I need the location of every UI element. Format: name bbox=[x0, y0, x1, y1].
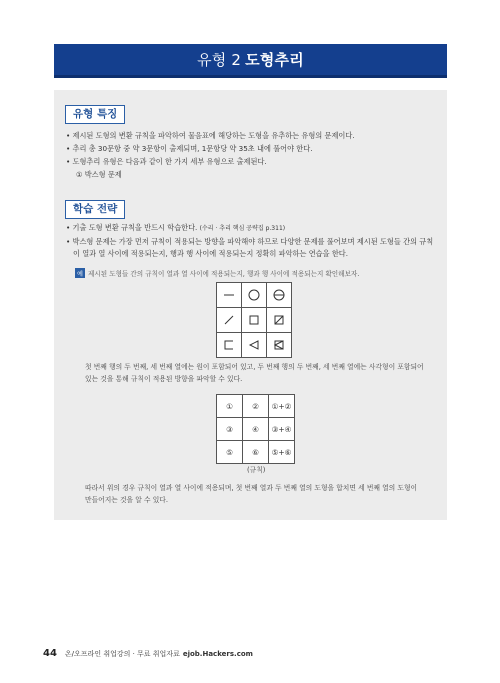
feature-subitem: ① 박스형 문제 bbox=[76, 170, 122, 179]
rule-cell: ⑤ bbox=[217, 441, 243, 464]
square-icon bbox=[247, 313, 261, 327]
feature-bullet: • 제시된 도형의 변환 규칙을 파악하여 물음표에 해당하는 도형을 유추하는 유형의 문제이다. bbox=[66, 130, 436, 142]
rule-cell: ⑥ bbox=[243, 441, 269, 464]
chapter-banner bbox=[54, 44, 447, 78]
grid-cell bbox=[267, 308, 292, 333]
rule-caption: (규칙) bbox=[247, 466, 266, 474]
rule-grid bbox=[216, 394, 295, 464]
grid-cell bbox=[217, 333, 242, 358]
strategy-bullet: • 박스형 문제는 가장 먼저 규칙이 적용되는 방향을 파악해야 하므로 다양한 문제를 풀어보며 제시된 도형들 간의 규칙이 열과 열 사이에 적용되는지, 행과 행 사이에 적용되는지 정확히 파악하는 연습을 한다. bbox=[66, 236, 436, 260]
rule-cell: ④ bbox=[243, 418, 269, 441]
content-panel bbox=[54, 90, 447, 520]
figure-grid bbox=[216, 282, 292, 358]
rule-cell: ③+④ bbox=[269, 418, 295, 441]
rule-cell: ⑤+⑥ bbox=[269, 441, 295, 464]
feature-bullet: • 추리 총 30문항 중 약 3문항이 출제되며, 1문항당 약 35초 내에 풀어야 한다. bbox=[66, 143, 436, 155]
page-footer bbox=[43, 648, 253, 659]
type-label: 유형 2 bbox=[197, 51, 242, 69]
grid-cell bbox=[267, 283, 292, 308]
rule-cell: ③ bbox=[217, 418, 243, 441]
diagonal-line-icon bbox=[222, 313, 236, 327]
features-list bbox=[66, 130, 436, 181]
grid-cell bbox=[217, 283, 242, 308]
grid-cell bbox=[242, 283, 267, 308]
example-line bbox=[75, 268, 359, 278]
rule-cell: ①+② bbox=[269, 395, 295, 418]
strategy-reference: (수리 · 추리 핵심 공략집 p.311) bbox=[199, 225, 286, 232]
square-with-diagonal-icon bbox=[272, 313, 286, 327]
triangle-left-icon bbox=[247, 338, 261, 352]
square-with-triangle-icon bbox=[272, 338, 286, 352]
circle-icon bbox=[247, 288, 261, 302]
strategy-text: 기출 도형 변환 규칙을 반드시 학습한다. bbox=[72, 223, 198, 232]
bracket-icon bbox=[222, 338, 236, 352]
footer-text: 온/오프라인 취업강의 · 무료 취업자료 bbox=[64, 650, 180, 658]
grid-cell bbox=[217, 308, 242, 333]
rule-cell: ② bbox=[243, 395, 269, 418]
circle-with-line-icon bbox=[272, 288, 286, 302]
strategy-list bbox=[66, 222, 436, 261]
page-number: 44 bbox=[43, 648, 57, 659]
grid-cell bbox=[267, 333, 292, 358]
explanation-2: 따라서 위의 경우 규칙이 열과 열 사이에 적용되며, 첫 번째 열과 두 번째 열의 도형을 합치면 세 번째 열의 도형이 만들어지는 것을 알 수 있다. bbox=[85, 484, 418, 504]
section-title-strategy: 학습 전략 bbox=[65, 200, 125, 219]
example-tag: 예 bbox=[75, 268, 85, 278]
feature-bullet: • 도형추리 유형은 다음과 같이 한 가지 세부 유형으로 출제된다. bbox=[66, 156, 436, 168]
footer-site: ejob.Hackers.com bbox=[182, 650, 253, 658]
grid-cell bbox=[242, 333, 267, 358]
example-text: 제시된 도형들 간의 규칙이 열과 열 사이에 적용되는지, 행과 행 사이에 적용되는지 확인해보자. bbox=[88, 270, 360, 278]
grid-cell bbox=[242, 308, 267, 333]
strategy-bullet bbox=[66, 222, 436, 235]
explanation-1: 첫 번째 행의 두 번째, 세 번째 열에는 원이 포함되어 있고, 두 번째 행의 두 번째, 세 번째 열에는 사각형이 포함되어 있는 것을 통해 규칙이 적용된 방향을 파악할 수 있다. bbox=[85, 363, 424, 383]
dash-icon bbox=[222, 288, 236, 302]
type-name: 도형추리 bbox=[245, 51, 304, 69]
section-title-features: 유형 특징 bbox=[65, 105, 125, 124]
rule-cell: ① bbox=[217, 395, 243, 418]
